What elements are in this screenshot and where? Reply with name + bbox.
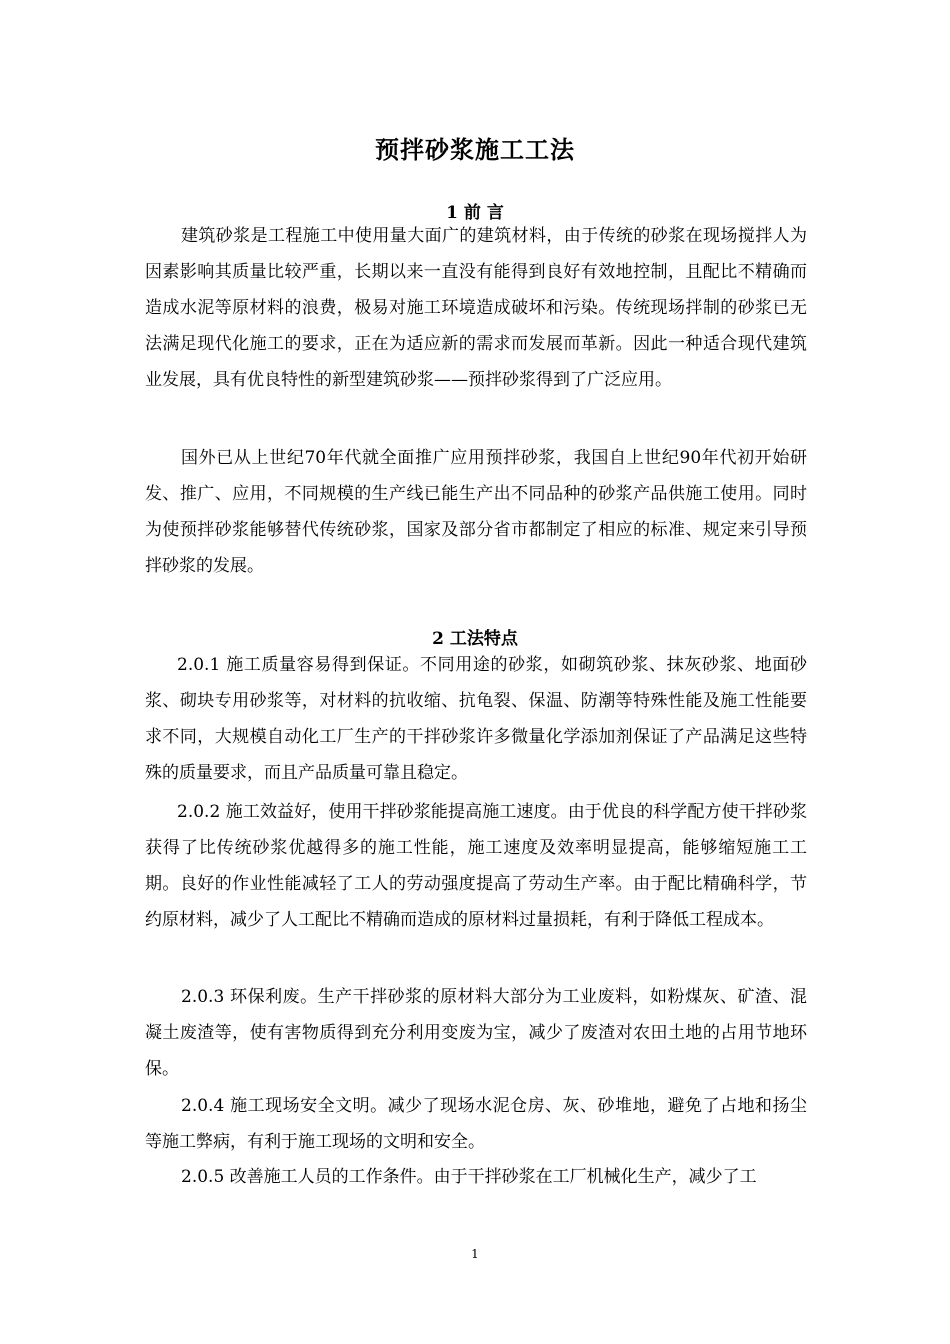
- paragraph-feature-2-0-4: 2.0.4 施工现场安全文明。减少了现场水泥仓房、灰、砂堆地，避免了占地和扬尘等施工弊病，有利于施工现场的文明和安全。: [145, 1096, 807, 1152]
- paragraph-preface-2: 国外已从上世纪70年代就全面推广应用预拌砂浆，我国自上世纪90年代初开始研发、推广、应用，不同规模的生产线已能生产出不同品种的砂浆产品供施工使用。同时为使预拌砂浆能够替代传统砂浆，国家及部分省市都制定了相应的标准、规定来引导预拌砂浆的发展。: [145, 448, 807, 576]
- paragraph-preface-1: 建筑砂浆是工程施工中使用量大面广的建筑材料，由于传统的砂浆在现场搅拌人为因素影响其质量比较严重，长期以来一直没有能得到良好有效地控制，且配比不精确而造成水泥等原材料的浪费，极易对施工环境造成破坏和污染。传统现场拌制的砂浆已无法满足现代化施工的要求，正在为适应新的需求而发展而革新。因此一种适合现代建筑业发展，具有优良特性的新型建筑砂浆——预拌砂浆得到了广泛应用。: [145, 226, 807, 390]
- document-title: 预拌砂浆施工工法: [375, 135, 575, 164]
- page-number: 1: [471, 1247, 479, 1261]
- paragraph-feature-2-0-2: 2.0.2 施工效益好，使用干拌砂浆能提高施工速度。由于优良的科学配方使干拌砂浆获得了比传统砂浆优越得多的施工性能，施工速度及效率明显提高，能够缩短施工工期。良好的作业性能减轻了工人的劳动强度提高了劳动生产率。由于配比精确科学，节约原材料，减少了人工配比不精确而造成的原材料过量损耗，有利于降低工程成本。: [145, 802, 807, 930]
- paragraph-feature-2-0-3: 2.0.3 环保利废。生产干拌砂浆的原材料大部分为工业废料，如粉煤灰、矿渣、混凝土废渣等，使有害物质得到充分利用变废为宝，减少了废渣对农田土地的占用节地环保。: [145, 987, 807, 1079]
- paragraph-feature-2-0-5: 2.0.5 改善施工人员的工作条件。由于干拌砂浆在工厂机械化生产，减少了工: [181, 1167, 757, 1187]
- paragraph-feature-2-0-1: 2.0.1 施工质量容易得到保证。不同用途的砂浆，如砌筑砂浆、抹灰砂浆、地面砂浆、砌块专用砂浆等，对材料的抗收缩、抗龟裂、保温、防潮等特殊性能及施工性能要求不同，大规模自动化工厂生产的干拌砂浆许多微量化学添加剂保证了产品满足这些特殊的质量要求，而且产品质量可靠且稳定。: [145, 655, 807, 783]
- section-heading-preface: 1 前 言: [446, 203, 504, 223]
- section-heading-features: 2 工法特点: [432, 629, 518, 649]
